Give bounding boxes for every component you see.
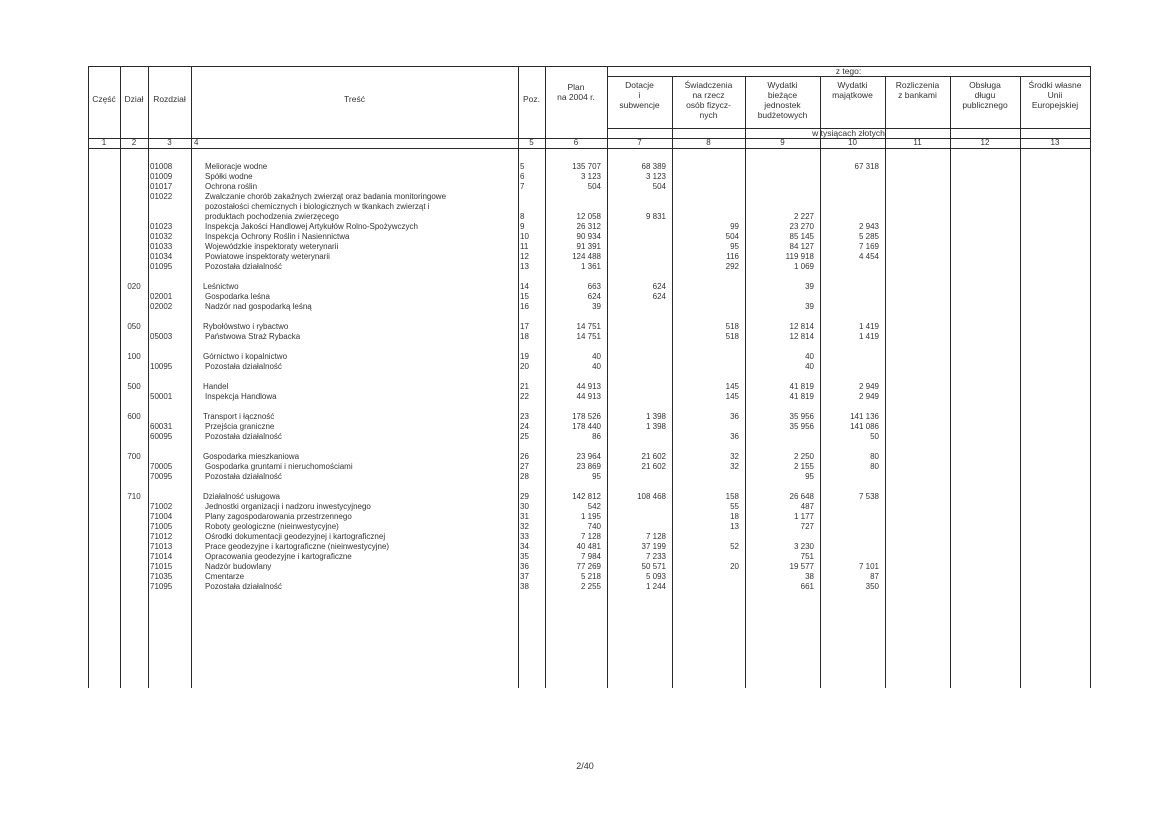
- row-41-dotacje: 5 093: [645, 572, 666, 581]
- row-19-plan: 40: [592, 352, 601, 361]
- header-wydatki-majatkowe-2: majątkowe: [832, 90, 873, 100]
- header-rozdzial: Rozdział: [153, 94, 186, 104]
- row-29-wydatki-biezace: 2 250: [793, 452, 814, 461]
- col-number-5: 5: [529, 138, 534, 147]
- row-25-tresc: Transport i łączność: [203, 412, 275, 421]
- row-2-tresc: Ochrona roślin: [205, 182, 258, 191]
- row-34-wydatki-biezace: 487: [800, 502, 814, 511]
- row-31-plan: 95: [592, 472, 601, 481]
- row-10-wydatki-biezace: 1 069: [793, 262, 814, 271]
- row-22-swiadczenia: 145: [725, 382, 739, 391]
- row-33-dotacje: 108 468: [637, 492, 666, 501]
- row-31-rozdzial: 70095: [150, 472, 173, 481]
- row-25-wydatki-majatkowe: 141 136: [850, 412, 879, 421]
- row-41-poz: 37: [520, 572, 529, 581]
- row-36-swiadczenia: 13: [730, 522, 739, 531]
- row-23-plan: 44 913: [576, 392, 601, 401]
- row-41-wydatki-majatkowe: 87: [870, 572, 879, 581]
- col-line-13: [1090, 66, 1091, 688]
- row-5-dotacje: 9 831: [645, 212, 666, 221]
- row-20-wydatki-biezace: 40: [805, 362, 814, 371]
- row-38-dotacje: 37 199: [641, 542, 666, 551]
- row-26-tresc: Przejścia graniczne: [205, 422, 275, 431]
- row-6-wydatki-biezace: 23 270: [789, 222, 814, 231]
- col-number-2: 2: [131, 138, 137, 147]
- row-7-swiadczenia: 504: [725, 232, 739, 241]
- row-6-rozdzial: 01023: [150, 222, 173, 231]
- col-number-11: 11: [913, 138, 922, 147]
- row-17-swiadczenia: 518: [725, 332, 739, 341]
- row-7-tresc: Inspekcja Ochrony Roślin i Nasiennictwa: [205, 232, 350, 241]
- col-number-4: 4: [194, 138, 199, 147]
- row-23-rozdzial: 50001: [150, 392, 173, 401]
- row-25-swiadczenia: 36: [730, 412, 739, 421]
- row-40-poz: 36: [520, 562, 529, 571]
- header-poz: Poz.: [522, 94, 540, 104]
- row-30-rozdzial: 70005: [150, 462, 173, 471]
- row-5-plan: 12 058: [576, 212, 601, 221]
- row-12-wydatki-biezace: 39: [805, 282, 814, 291]
- row-17-wydatki-biezace: 12 814: [789, 332, 814, 341]
- row-12-dzial: 020: [127, 282, 141, 291]
- col-number-10: 10: [848, 138, 857, 147]
- row-26-wydatki-biezace: 35 956: [789, 422, 814, 431]
- row-25-poz: 23: [520, 412, 529, 421]
- row-9-wydatki-majatkowe: 4 454: [858, 252, 879, 261]
- row-1-tresc: Spółki wodne: [205, 172, 253, 181]
- row-36-poz: 32: [520, 522, 529, 531]
- row-26-rozdzial: 60031: [150, 422, 173, 431]
- row-35-plan: 1 195: [580, 512, 601, 521]
- row-41-wydatki-biezace: 38: [805, 572, 814, 581]
- row-23-poz: 22: [520, 392, 529, 401]
- row-41-tresc: Cmentarze: [205, 572, 245, 581]
- row-17-wydatki-majatkowe: 1 419: [858, 332, 879, 341]
- row-19-wydatki-biezace: 40: [805, 352, 814, 361]
- row-0-wydatki-majatkowe: 67 318: [854, 162, 879, 171]
- row-13-plan: 624: [587, 292, 601, 301]
- header-plan-1: Plan: [567, 82, 585, 92]
- row-30-poz: 27: [520, 462, 529, 471]
- row-10-rozdzial: 01095: [150, 262, 173, 271]
- row-1-dotacje: 3 123: [645, 172, 666, 181]
- row-9-tresc: Powiatowe inspektoraty weterynarii: [205, 252, 330, 261]
- row-20-poz: 20: [520, 362, 529, 371]
- header-srodki-1: Środki własne: [1028, 80, 1082, 90]
- row-9-rozdzial: 01034: [150, 252, 173, 261]
- col-line-6: [607, 66, 608, 688]
- row-36-rozdzial: 71005: [150, 522, 173, 531]
- row-22-wydatki-biezace: 41 819: [789, 382, 814, 391]
- row-14-wydatki-biezace: 39: [805, 302, 814, 311]
- col-line-11: [950, 76, 951, 688]
- row-0-plan: 135 707: [572, 162, 601, 171]
- row-23-swiadczenia: 145: [725, 392, 739, 401]
- row-30-wydatki-majatkowe: 80: [870, 462, 879, 471]
- row-39-poz: 35: [520, 552, 529, 561]
- header-dotacje-1: Dotacje: [625, 80, 654, 90]
- row-13-dotacje: 624: [652, 292, 666, 301]
- row-30-plan: 23 869: [576, 462, 601, 471]
- header-srodki-3: Europejskiej: [1031, 100, 1079, 110]
- row-35-wydatki-biezace: 1 177: [793, 512, 814, 521]
- col-line-5: [545, 66, 546, 688]
- row-7-poz: 10: [520, 232, 529, 241]
- row-33-dzial: 710: [127, 492, 141, 501]
- row-22-plan: 44 913: [576, 382, 601, 391]
- row-10-tresc: Pozostała działalność: [205, 262, 282, 271]
- row-23-wydatki-majatkowe: 2 949: [858, 392, 879, 401]
- row-33-poz: 29: [520, 492, 529, 501]
- row-0-dotacje: 68 389: [641, 162, 666, 171]
- row-35-swiadczenia: 18: [730, 512, 739, 521]
- row-12-dotacje: 624: [652, 282, 666, 291]
- row-12-poz: 14: [520, 282, 529, 291]
- row-37-poz: 33: [520, 532, 529, 541]
- col-number-12: 12: [980, 138, 990, 147]
- col-line-0: [88, 66, 89, 688]
- row-29-plan: 23 964: [576, 452, 601, 461]
- row-33-plan: 142 812: [572, 492, 601, 501]
- row-37-tresc: Ośrodki dokumentacji geodezyjnej i kartograficznej: [205, 532, 386, 541]
- row-31-tresc: Pozostała działalność: [205, 472, 282, 481]
- row-27-poz: 25: [520, 432, 529, 441]
- row-14-rozdzial: 02002: [150, 302, 173, 311]
- row-1-poz: 6: [520, 172, 525, 181]
- row-6-wydatki-majatkowe: 2 943: [858, 222, 879, 231]
- row-26-dotacje: 1 398: [645, 422, 666, 431]
- row-13-tresc: Gospodarka leśna: [205, 292, 270, 301]
- header-rozliczenia-2: z bankami: [898, 90, 937, 100]
- row-8-swiadczenia: 95: [730, 242, 739, 251]
- row-13-poz: 15: [520, 292, 529, 301]
- header-dotacje-2: i: [638, 90, 641, 100]
- row-6-plan: 26 312: [576, 222, 601, 231]
- row-2-plan: 504: [587, 182, 601, 191]
- row-26-plan: 178 440: [572, 422, 601, 431]
- row-5-tresc: produktach pochodzenia zwierzęcego: [205, 212, 339, 221]
- row-29-dzial: 700: [127, 452, 141, 461]
- header-z-tego: z tego:: [835, 66, 862, 76]
- header-tresc: Treść: [344, 94, 365, 104]
- row-16-plan: 14 751: [576, 322, 601, 331]
- row-19-tresc: Górnictwo i kopalnictwo: [203, 352, 288, 361]
- row-42-poz: 38: [520, 582, 529, 591]
- col-number-8: 8: [706, 138, 711, 147]
- row-31-poz: 28: [520, 472, 529, 481]
- row-8-wydatki-biezace: 84 127: [789, 242, 814, 251]
- row-35-tresc: Plany zagospodarowania przestrzennego: [205, 512, 352, 521]
- row-42-plan: 2 255: [580, 582, 601, 591]
- row-0-rozdzial: 01008: [150, 162, 173, 171]
- row-27-rozdzial: 60095: [150, 432, 173, 441]
- header-wydatki-majatkowe-1: Wydatki: [837, 80, 868, 90]
- row-35-rozdzial: 71004: [150, 512, 173, 521]
- row-38-swiadczenia: 52: [730, 542, 739, 551]
- row-27-tresc: Pozostała działalność: [205, 432, 282, 441]
- row-12-tresc: Leśnictwo: [203, 282, 239, 291]
- row-41-rozdzial: 71035: [150, 572, 173, 581]
- header-obsluga-1: Obsługa: [969, 80, 1001, 90]
- row-9-wydatki-biezace: 119 918: [785, 252, 814, 261]
- row-4-tresc: pozostałości chemicznych i biologicznych w tkankach zwierząt i: [205, 202, 430, 211]
- row-19-poz: 19: [520, 352, 529, 361]
- row-0-tresc: Melioracje wodne: [205, 162, 268, 171]
- row-3-tresc: Zwalczanie chorób zakaźnych zwierząt oraz badania monitoringowe: [205, 192, 447, 201]
- row-40-wydatki-biezace: 19 577: [789, 562, 814, 571]
- header-swiadczenia-3: osób fizycz-: [686, 100, 731, 110]
- row-8-plan: 91 391: [576, 242, 601, 251]
- row-9-swiadczenia: 116: [726, 252, 739, 261]
- row-27-swiadczenia: 36: [730, 432, 739, 441]
- row-38-plan: 40 481: [576, 542, 601, 551]
- row-16-wydatki-majatkowe: 1 419: [858, 322, 879, 331]
- row-20-tresc: Pozostała działalność: [205, 362, 282, 371]
- row-41-plan: 5 218: [580, 572, 601, 581]
- row-1-rozdzial: 01009: [150, 172, 173, 181]
- col-number-3: 3: [167, 138, 172, 147]
- row-42-wydatki-biezace: 661: [800, 582, 814, 591]
- row-14-tresc: Nadzór nad gospodarką leśną: [205, 302, 312, 311]
- row-8-poz: 11: [520, 242, 529, 251]
- row-39-rozdzial: 71014: [150, 552, 173, 561]
- row-17-poz: 18: [520, 332, 529, 341]
- row-5-wydatki-biezace: 2 227: [793, 212, 814, 221]
- row-22-poz: 21: [520, 382, 529, 391]
- row-10-swiadczenia: 292: [725, 262, 739, 271]
- row-34-plan: 542: [587, 502, 601, 511]
- row-33-wydatki-biezace: 26 648: [789, 492, 814, 501]
- col-number-9: 9: [780, 138, 785, 147]
- subheader-line: [607, 76, 1090, 77]
- row-3-rozdzial: 01022: [150, 192, 173, 201]
- row-38-poz: 34: [520, 542, 529, 551]
- row-14-plan: 39: [592, 302, 601, 311]
- row-13-rozdzial: 02001: [150, 292, 173, 301]
- row-7-plan: 90 934: [576, 232, 601, 241]
- row-19-dzial: 100: [127, 352, 141, 361]
- col-line-2: [148, 66, 149, 688]
- header-obsluga-3: publicznego: [962, 100, 1008, 110]
- row-29-tresc: Gospodarka mieszkaniowa: [203, 452, 300, 461]
- col-number-7: 7: [637, 138, 642, 147]
- row-8-tresc: Wojewódzkie inspektoraty weterynarii: [205, 242, 339, 251]
- row-0-poz: 5: [520, 162, 525, 171]
- row-38-rozdzial: 71013: [150, 542, 173, 551]
- row-38-tresc: Prace geodezyjne i kartograficzne (nieinwestycyjne): [205, 542, 390, 551]
- row-30-wydatki-biezace: 2 155: [793, 462, 814, 471]
- row-42-tresc: Pozostała działalność: [205, 582, 282, 591]
- row-2-poz: 7: [520, 182, 525, 191]
- row-36-tresc: Roboty geologiczne (nieinwestycyjne): [205, 522, 339, 531]
- row-16-swiadczenia: 518: [725, 322, 739, 331]
- row-25-dzial: 600: [127, 412, 141, 421]
- header-wydatki-biezace-4: budżetowych: [757, 110, 808, 120]
- header-units: w tysiącach złotych: [812, 128, 885, 138]
- row-22-wydatki-majatkowe: 2 949: [858, 382, 879, 391]
- row-27-wydatki-majatkowe: 50: [870, 432, 879, 441]
- row-2-rozdzial: 01017: [150, 182, 173, 191]
- row-25-dotacje: 1 398: [645, 412, 666, 421]
- row-29-dotacje: 21 602: [641, 452, 666, 461]
- row-20-plan: 40: [592, 362, 601, 371]
- row-38-wydatki-biezace: 3 230: [793, 542, 814, 551]
- page-number: 2/40: [576, 761, 594, 771]
- col-line-10: [885, 76, 886, 688]
- row-23-tresc: Inspekcja Handlowa: [205, 392, 277, 401]
- row-7-wydatki-majatkowe: 5 285: [858, 232, 879, 241]
- row-9-poz: 12: [520, 252, 529, 261]
- row-7-rozdzial: 01032: [150, 232, 173, 241]
- header-dzial: Dział: [124, 94, 144, 104]
- row-7-wydatki-biezace: 85 145: [789, 232, 814, 241]
- row-33-swiadczenia: 158: [725, 492, 739, 501]
- header-rozliczenia-1: Rozliczenia: [895, 80, 940, 90]
- row-1-plan: 3 123: [580, 172, 601, 181]
- row-37-plan: 7 128: [580, 532, 601, 541]
- col-number-6: 6: [573, 138, 579, 147]
- row-25-wydatki-biezace: 35 956: [789, 412, 814, 421]
- row-39-wydatki-biezace: 751: [800, 552, 814, 561]
- row-40-dotacje: 50 571: [641, 562, 666, 571]
- row-37-dotacje: 7 128: [645, 532, 666, 541]
- row-5-poz: 8: [520, 212, 525, 221]
- header-czesc: Część: [92, 94, 116, 104]
- col-line-4: [518, 66, 519, 688]
- row-9-plan: 124 488: [572, 252, 601, 261]
- row-22-dzial: 500: [127, 382, 141, 391]
- row-6-tresc: Inspekcja Jakości Handlowej Artykułów Rolno-Spożywczych: [205, 222, 418, 231]
- row-34-poz: 30: [520, 502, 529, 511]
- header-swiadczenia-4: nych: [699, 110, 718, 120]
- row-26-poz: 24: [520, 422, 529, 431]
- row-31-wydatki-biezace: 95: [805, 472, 814, 481]
- row-14-poz: 16: [520, 302, 529, 311]
- row-40-wydatki-majatkowe: 7 101: [858, 562, 879, 571]
- row-16-poz: 17: [520, 322, 529, 331]
- row-26-wydatki-majatkowe: 141 086: [850, 422, 879, 431]
- row-30-swiadczenia: 32: [730, 462, 739, 471]
- row-40-rozdzial: 71015: [150, 562, 173, 571]
- row-42-rozdzial: 71095: [150, 582, 173, 591]
- row-40-tresc: Nadzór budowlany: [205, 562, 272, 571]
- row-39-tresc: Opracowania geodezyjne i kartograficzne: [205, 552, 352, 561]
- col-numbers-bottom-line: [88, 148, 1090, 149]
- row-30-tresc: Gospodarka gruntami i nieruchomościami: [205, 462, 353, 471]
- row-10-plan: 1 361: [580, 262, 601, 271]
- row-8-rozdzial: 01033: [150, 242, 173, 251]
- col-line-3: [191, 66, 192, 688]
- row-12-plan: 663: [587, 282, 601, 291]
- row-34-rozdzial: 71002: [150, 502, 173, 511]
- row-23-wydatki-biezace: 41 819: [789, 392, 814, 401]
- row-42-wydatki-majatkowe: 350: [865, 582, 879, 591]
- row-34-tresc: Jednostki organizacji i nadzoru inwestycyjnego: [205, 502, 371, 511]
- row-29-wydatki-majatkowe: 80: [870, 452, 879, 461]
- row-17-plan: 14 751: [576, 332, 601, 341]
- row-33-wydatki-majatkowe: 7 538: [858, 492, 879, 501]
- header-wydatki-biezace-1: Wydatki: [767, 80, 798, 90]
- row-17-rozdzial: 05003: [150, 332, 173, 341]
- row-6-poz: 9: [520, 222, 525, 231]
- row-2-dotacje: 504: [652, 182, 666, 191]
- col-number-1: 1: [101, 138, 107, 147]
- row-30-dotacje: 21 602: [641, 462, 666, 471]
- header-obsluga-2: długu: [974, 90, 996, 100]
- header-swiadczenia-1: Świadczenia: [684, 80, 733, 90]
- row-22-tresc: Handel: [203, 382, 229, 391]
- header-srodki-2: Unii: [1047, 90, 1063, 100]
- row-29-swiadczenia: 32: [730, 452, 739, 461]
- header-dotacje-3: subwencje: [619, 100, 660, 110]
- row-6-swiadczenia: 99: [730, 222, 739, 231]
- header-swiadczenia-2: na rzecz: [692, 90, 725, 100]
- row-34-swiadczenia: 55: [730, 502, 739, 511]
- row-25-plan: 178 526: [572, 412, 601, 421]
- row-40-plan: 77 269: [576, 562, 601, 571]
- row-36-plan: 740: [587, 522, 601, 531]
- row-29-poz: 26: [520, 452, 529, 461]
- row-10-poz: 13: [520, 262, 529, 271]
- header-wydatki-biezace-3: jednostek: [764, 100, 801, 110]
- row-16-dzial: 050: [127, 322, 141, 331]
- row-20-rozdzial: 10095: [150, 362, 173, 371]
- row-40-swiadczenia: 20: [730, 562, 739, 571]
- col-number-13: 13: [1050, 138, 1060, 147]
- header-plan-2: na 2004 r.: [557, 92, 595, 102]
- header-wydatki-biezace-2: bieżące: [767, 90, 798, 100]
- row-35-poz: 31: [520, 512, 529, 521]
- row-39-plan: 7 984: [580, 552, 601, 561]
- row-37-rozdzial: 71012: [150, 532, 173, 541]
- row-17-tresc: Państwowa Straż Rybacka: [205, 332, 301, 341]
- col-line-1: [120, 66, 121, 688]
- row-16-wydatki-biezace: 12 814: [789, 322, 814, 331]
- col-line-12: [1020, 76, 1021, 688]
- row-33-tresc: Działalność usługowa: [203, 492, 280, 501]
- row-27-plan: 86: [592, 432, 601, 441]
- row-16-tresc: Rybołówstwo i rybactwo: [203, 322, 289, 331]
- row-36-wydatki-biezace: 727: [800, 522, 814, 531]
- row-42-dotacje: 1 244: [645, 582, 666, 591]
- row-8-wydatki-majatkowe: 7 169: [858, 242, 879, 251]
- row-39-dotacje: 7 233: [645, 552, 666, 561]
